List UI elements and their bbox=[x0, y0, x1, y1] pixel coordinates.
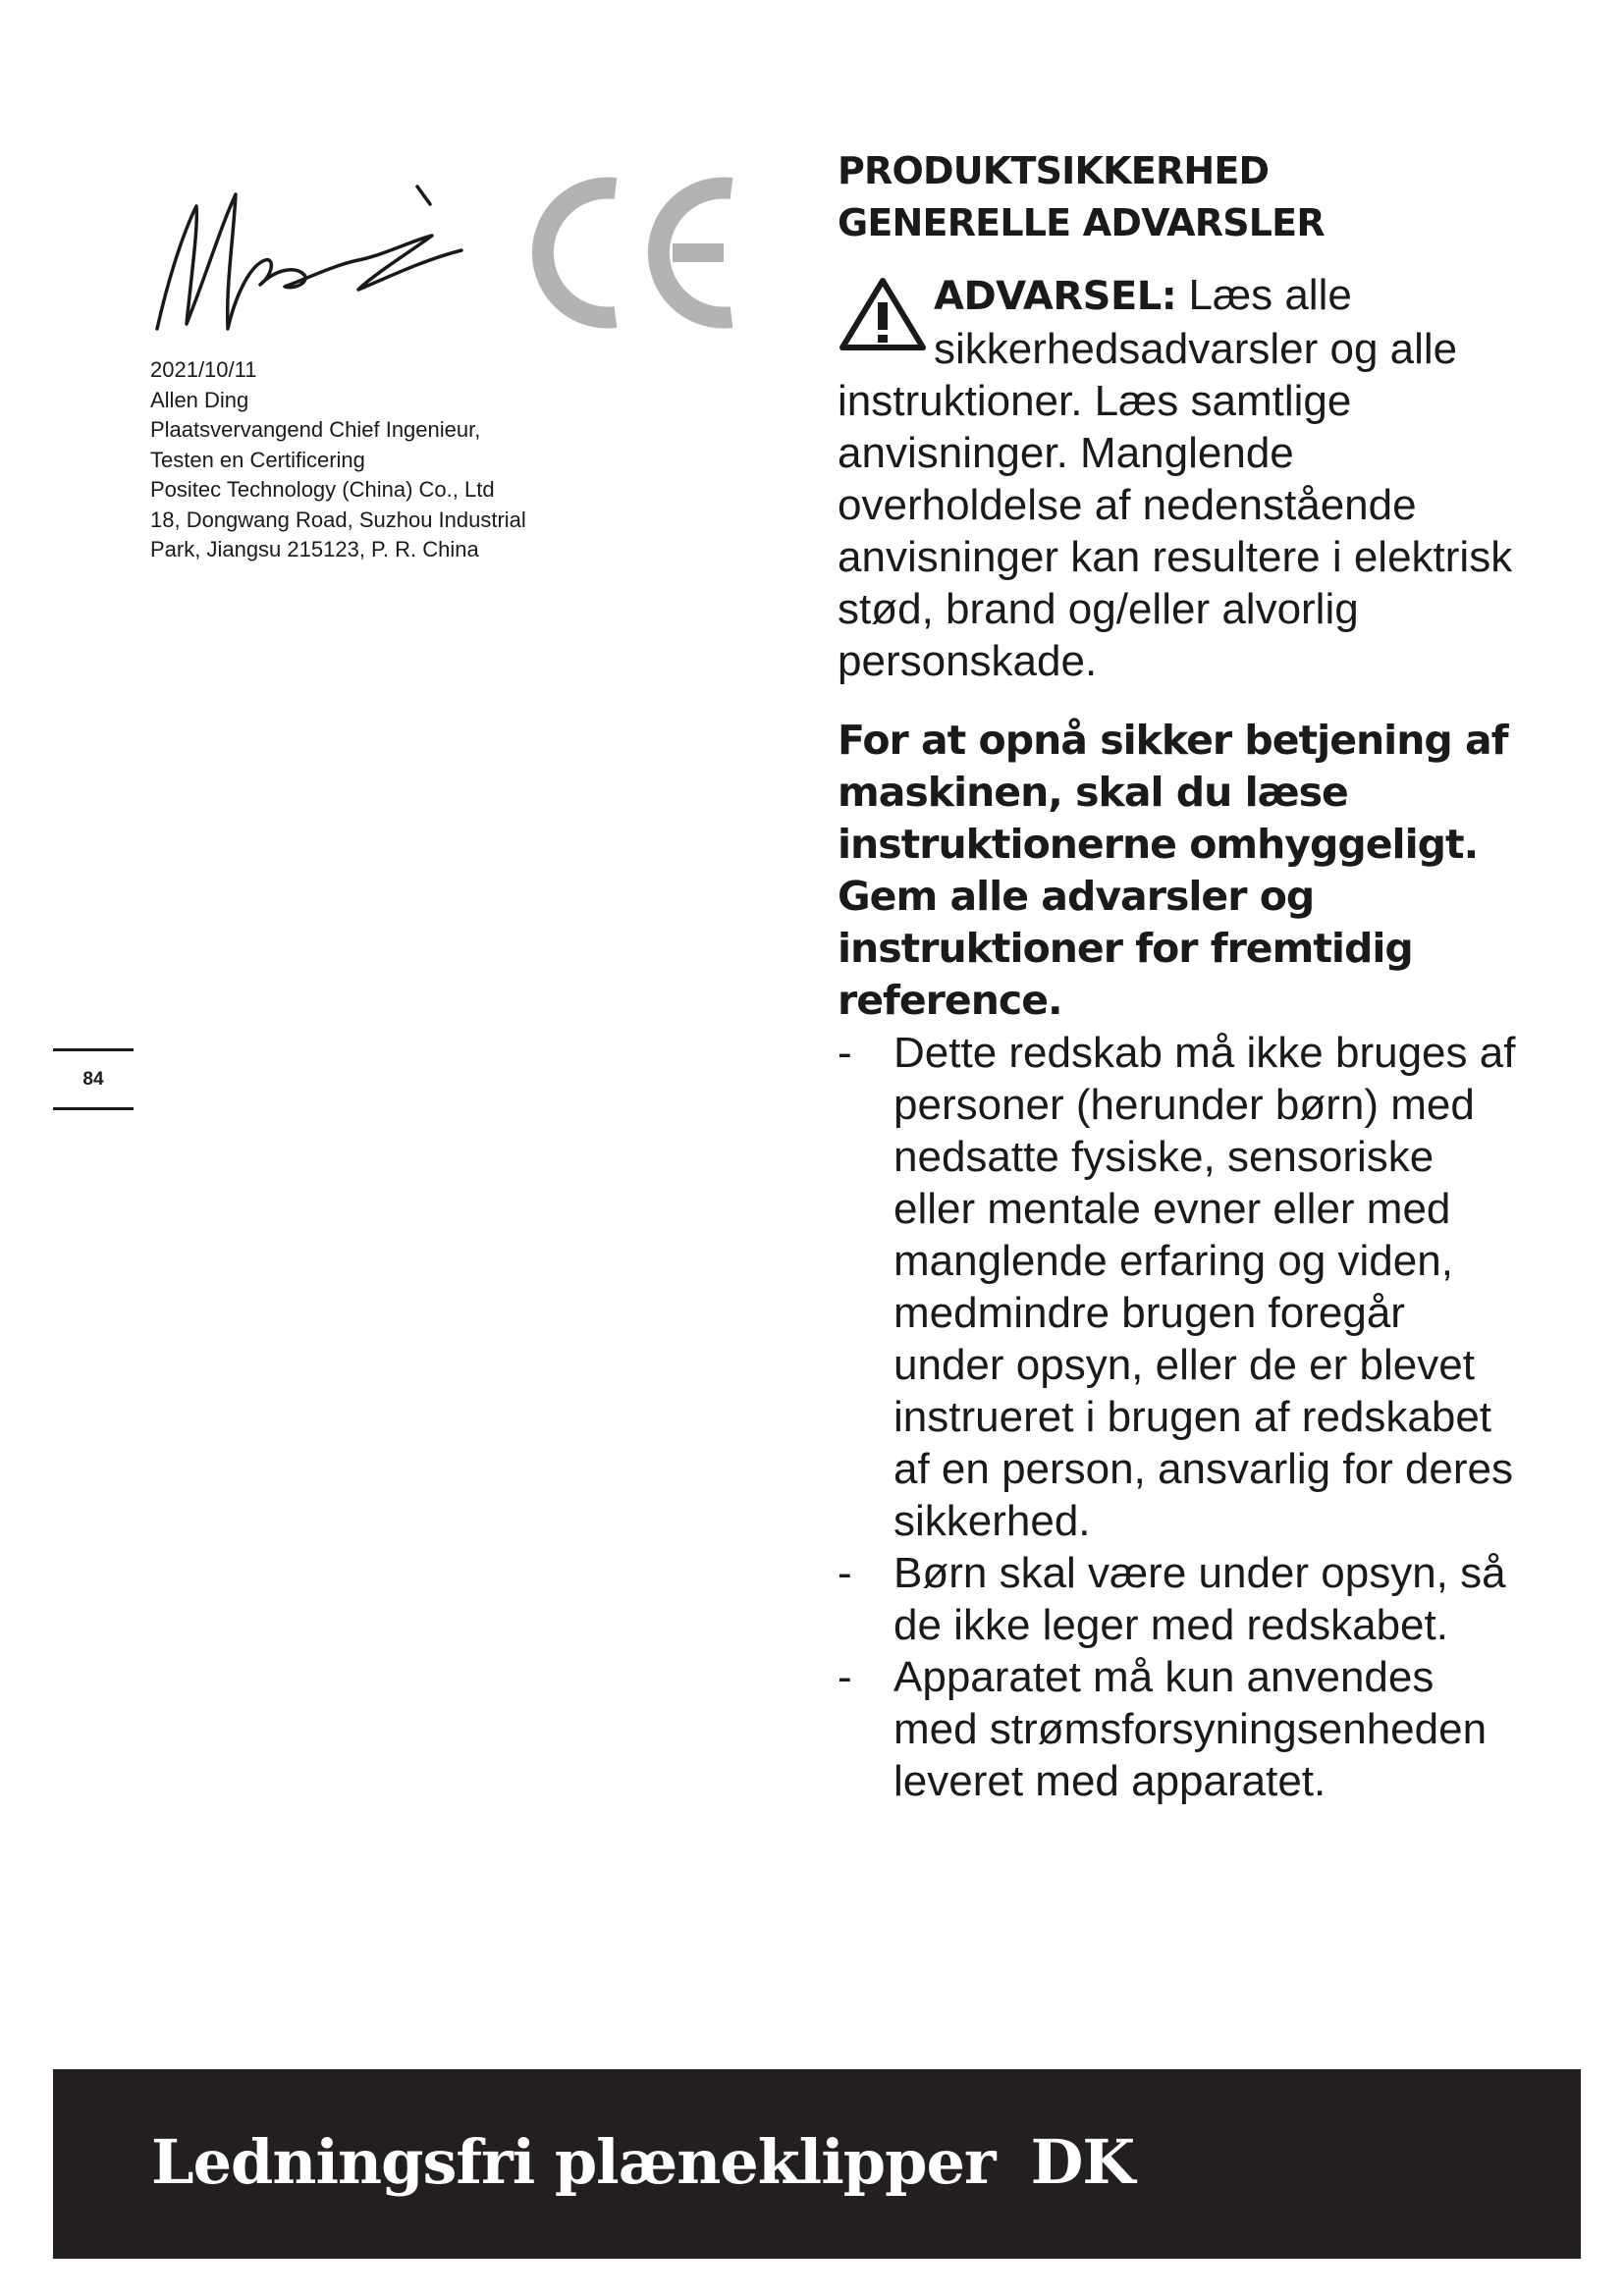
list-item bbox=[838, 1027, 1525, 1547]
company-address-line1: 18, Dongwang Road, Suzhou Industrial bbox=[150, 507, 526, 532]
section-heading-line2: GENERELLE ADVARSLER bbox=[838, 201, 1325, 244]
signature-details bbox=[150, 355, 612, 565]
list-item bbox=[838, 1547, 1525, 1651]
page-number-marker bbox=[53, 1048, 134, 1110]
warning-line1: Læs alle bbox=[1188, 271, 1352, 319]
page-number-rule-bottom bbox=[53, 1107, 134, 1110]
footer-title bbox=[151, 2126, 1134, 2198]
warning-line2: sikkerhedsadvarsler og alle bbox=[934, 325, 1458, 373]
warning-triangle-icon bbox=[838, 275, 928, 353]
product-name: Ledningsfri plæneklipper bbox=[151, 2126, 996, 2198]
bullet-text: Dette redskab må ikke bruges af personer (herunder børn) med nedsatte fysiske, sensoriske eller mentale evner eller med manglende erfaring og viden, medmindre brugen foregår under opsyn, eller de er blevet instrueret i brugen af redskabet af en person, ansvarlig for deres sikkerhed. bbox=[893, 1029, 1516, 1545]
section-heading bbox=[838, 145, 1525, 249]
safety-section bbox=[838, 145, 1525, 1807]
footer-bar bbox=[53, 2069, 1581, 2259]
signature-icon bbox=[137, 167, 491, 344]
warning-body: instruktioner. Læs samtlige anvisninger. Manglende overholdelse af nedenstående anvisninger kan resultere i elektrisk stød, brand og/eller alvorlig personskade. bbox=[838, 377, 1513, 685]
signer-title: Plaatsvervangend Chief Ingenieur, bbox=[150, 417, 481, 442]
list-item bbox=[838, 1651, 1525, 1807]
ce-mark-icon bbox=[525, 177, 746, 329]
bullet-dash: - bbox=[838, 1549, 852, 1597]
company-name: Positec Technology (China) Co., Ltd bbox=[150, 477, 495, 502]
bullet-dash: - bbox=[838, 1653, 852, 1701]
company-address-line2: Park, Jiangsu 215123, P. R. China bbox=[150, 537, 479, 561]
language-code: DK bbox=[1030, 2126, 1135, 2198]
bullet-text: Børn skal være under opsyn, så de ikke leger med redskabet. bbox=[893, 1549, 1506, 1649]
signature-date: 2021/10/11 bbox=[150, 357, 257, 382]
bullet-text: Apparatet må kun anvendes med strømsforsyningsenheden leveret med apparatet. bbox=[893, 1653, 1488, 1805]
page-number: 84 bbox=[82, 1069, 104, 1090]
warning-label: ADVARSEL: bbox=[934, 274, 1177, 319]
safety-bullet-list bbox=[838, 1027, 1525, 1807]
section-heading-line1: PRODUKTSIKKERHED bbox=[838, 149, 1270, 192]
warning-intro bbox=[934, 269, 1525, 375]
bold-instruction: For at opnå sikker betjening af maskinen, skal du læse instruktionerne omhyggeligt. Gem alle advarsler og instruktioner for fremtidig reference. bbox=[838, 717, 1508, 1024]
warning-header bbox=[838, 269, 1525, 375]
bullet-dash: - bbox=[838, 1029, 852, 1077]
signer-department: Testen en Certificering bbox=[150, 447, 365, 472]
warning-block bbox=[838, 269, 1525, 687]
signer-name: Allen Ding bbox=[150, 387, 249, 412]
